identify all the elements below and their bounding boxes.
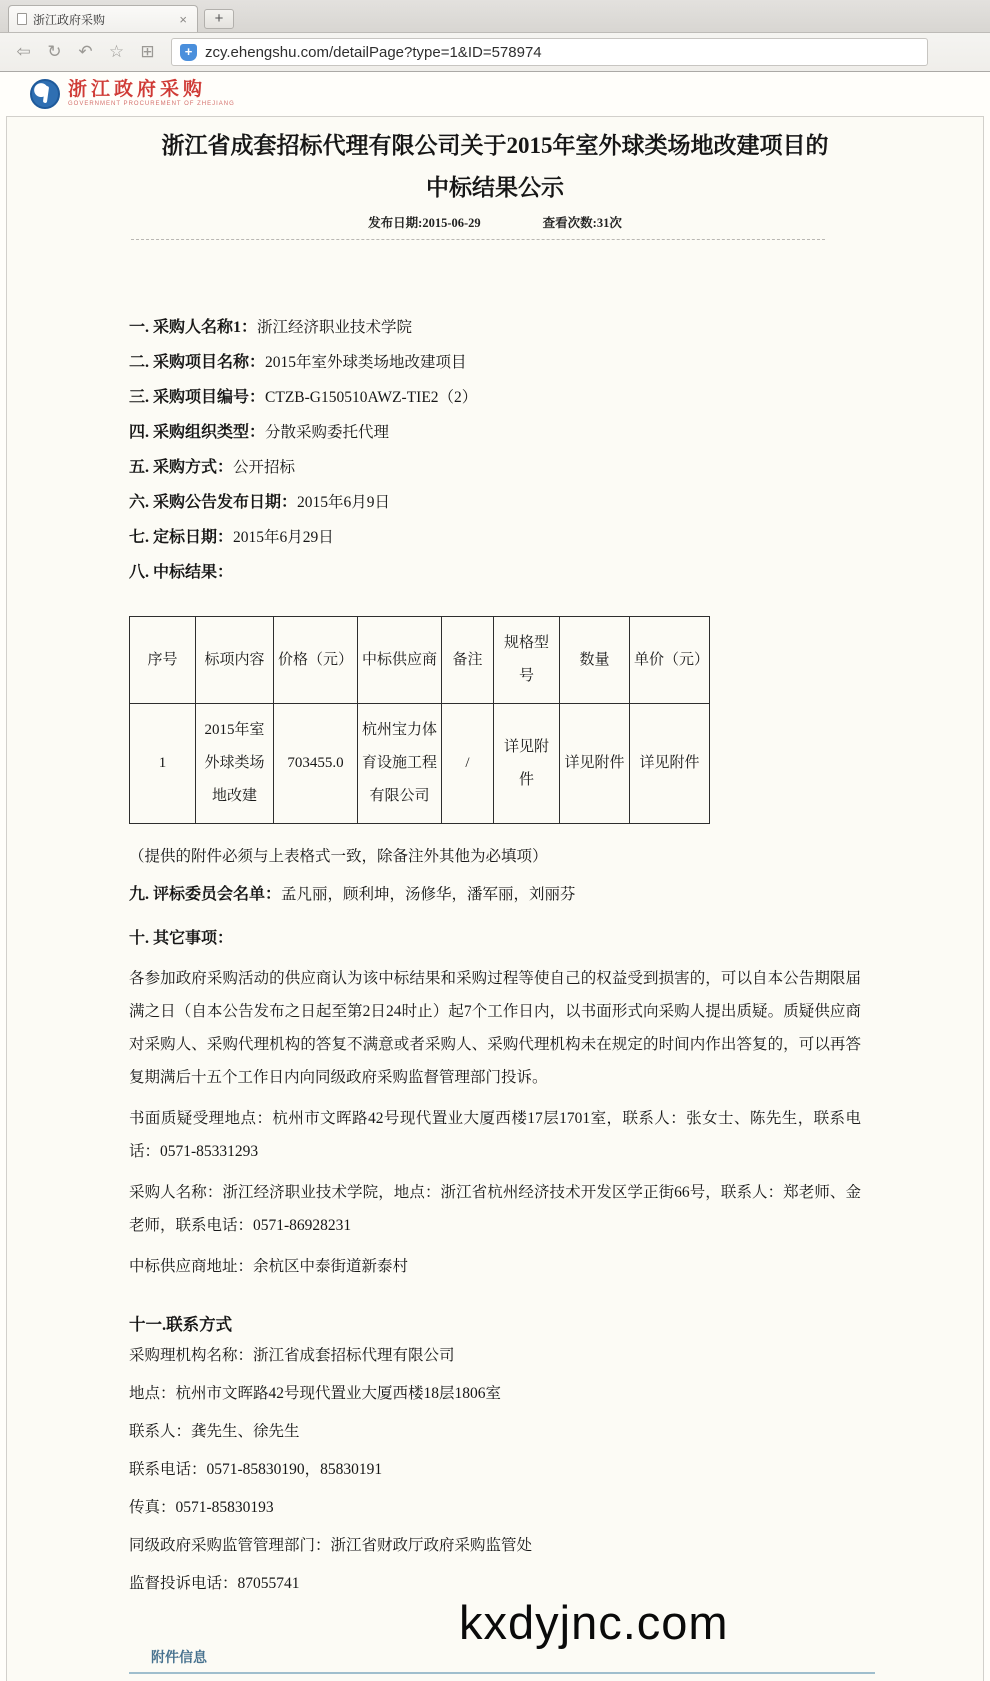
item-label: 三. 采购项目编号： (129, 389, 266, 406)
item-value: CTZB-G150510AWZ-TIE2（2） (265, 389, 478, 406)
contact-line: 地点：杭州市文晖路42号现代置业大厦西楼18层1806室 (129, 1385, 502, 1402)
page-title (129, 125, 861, 209)
item-label: 二. 采购项目名称： (129, 354, 266, 371)
attachment-footer (129, 1596, 861, 1681)
section-11-label: 十一.联系方式 (129, 1315, 233, 1334)
item-value: 2015年室外球类场地改建项目 (265, 354, 467, 371)
browser-toolbar (0, 33, 990, 72)
attachment-info-label: 附件信息 (151, 1651, 207, 1666)
list-item (129, 555, 861, 590)
info-list (129, 310, 861, 590)
site-shield-icon: + (180, 44, 197, 61)
cell-unit-price: 详见附件 (630, 704, 710, 824)
attachment-divider (129, 1672, 875, 1674)
col-header: 备注 (442, 617, 494, 704)
item-label: 六. 采购公告发布日期： (129, 494, 298, 511)
meta-row (129, 213, 861, 231)
item-value: 分散采购委托代理 (265, 424, 390, 441)
list-item (129, 450, 861, 485)
site-logo-icon (30, 79, 60, 109)
site-logo-text: 浙江政府采购 (68, 79, 207, 100)
cell-seq: 1 (130, 704, 196, 824)
site-header (0, 72, 990, 116)
list-item (129, 485, 861, 520)
paragraph-dispute: 各参加政府采购活动的供应商认为该中标结果和采购过程等使自己的权益受到损害的，可以自本公告期限届满之日（自本公告发布之日起至第2日24时止）起7个工作日内，以书面形式向采购人提出质疑。质疑供应商对采购人、采购代理机构的答复不满意或者采购人、采购代理机构未在规定的时间内作出答复的，可以再答复期满后十五个工作日内向同级政府采购监督管理部门投诉。 (129, 970, 861, 1086)
col-header: 中标供应商 (358, 617, 442, 704)
section-10 (129, 924, 861, 954)
item-label: 一. 采购人名称1： (129, 319, 258, 336)
announcement-document (6, 116, 984, 1681)
paragraph-query-address: 书面质疑受理地点：杭州市文晖路42号现代置业大厦西楼17层1701室，联系人：张女士、陈先生，联系电话：0571-85331293 (129, 1110, 861, 1160)
item-label: 四. 采购组织类型： (129, 424, 266, 441)
item-label: 八. 中标结果： (129, 564, 234, 581)
publish-date: 发布日期:2015-06-29 (368, 216, 481, 230)
undo-icon[interactable]: ↶ (78, 42, 93, 62)
tab-title: 浙江政府采购 (33, 12, 106, 27)
cell-remark: / (442, 704, 494, 824)
item-value: 公开招标 (233, 459, 296, 476)
table-header-row (130, 617, 710, 704)
title-line-1: 浙江省成套招标代理有限公司关于2015年室外球类场地改建项目的 (161, 133, 829, 158)
new-tab-button[interactable]: + (204, 9, 234, 29)
col-header: 标项内容 (196, 617, 274, 704)
contact-line: 传真：0571-85830193 (129, 1499, 274, 1516)
item-value: 2015年6月29日 (233, 529, 334, 546)
cell-supplier: 杭州宝力体育设施工程有限公司 (358, 704, 442, 824)
contact-line: 监督投诉电话：87055741 (129, 1575, 300, 1592)
url-text[interactable]: zcy.ehengshu.com/detailPage?type=1&ID=578974 (205, 43, 542, 61)
site-logo-subtext: GOVERNMENT PROCUREMENT OF ZHEJIANG (68, 101, 235, 107)
title-line-2: 中标结果公示 (426, 175, 564, 200)
dashed-divider (131, 239, 825, 240)
col-header: 价格（元） (274, 617, 358, 704)
attachment-section (129, 1647, 875, 1674)
bid-result-table (129, 616, 710, 824)
contact-line: 采购理机构名称：浙江省成套招标代理有限公司 (129, 1347, 455, 1364)
item-label: 五. 采购方式： (129, 459, 234, 476)
refresh-icon[interactable]: ↻ (47, 42, 62, 62)
item-value: 2015年6月9日 (297, 494, 391, 511)
view-count: 查看次数:31次 (542, 216, 622, 230)
col-header: 序号 (130, 617, 196, 704)
cell-price: 703455.0 (274, 704, 358, 824)
section-10-label: 十. 其它事项： (129, 930, 234, 947)
bookmark-star-icon[interactable]: ☆ (108, 42, 125, 62)
col-header: 规格型号 (494, 617, 560, 704)
address-bar[interactable] (171, 38, 928, 66)
list-item (129, 520, 861, 555)
list-item (129, 380, 861, 415)
item-label: 七. 定标日期： (129, 529, 234, 546)
section-9 (129, 880, 861, 910)
cell-item: 2015年室外球类场地改建 (196, 704, 274, 824)
contact-line: 联系人：龚先生、徐先生 (129, 1423, 300, 1440)
tab-bar (0, 0, 990, 33)
list-item (129, 310, 861, 345)
watermark-text: kxdyjnc.com (459, 1596, 729, 1649)
list-item (129, 415, 861, 450)
contact-line: 同级政府采购监管管理部门：浙江省财政厅政府采购监管处 (129, 1537, 533, 1554)
back-icon[interactable]: ⇦ (16, 42, 31, 62)
item-value: 浙江经济职业技术学院 (257, 319, 413, 336)
tab-close-icon[interactable]: × (179, 11, 187, 27)
paragraph-supplier-address: 中标供应商地址：余杭区中泰街道新泰村 (129, 1258, 409, 1275)
section-9-value: 孟凡丽，顾利坤，汤修华，潘军丽，刘丽芬 (281, 886, 576, 903)
col-header: 单价（元） (630, 617, 710, 704)
browser-tab[interactable] (8, 5, 198, 32)
page-icon (17, 13, 27, 25)
cell-spec: 详见附件 (494, 704, 560, 824)
paragraph-purchaser: 采购人名称：浙江经济职业技术学院，地点：浙江省杭州经济技术开发区学正街66号，联系人：郑老师、金老师，联系电话：0571-86928231 (129, 1184, 861, 1234)
apps-grid-icon[interactable]: ⊞ (140, 42, 155, 62)
list-item (129, 345, 861, 380)
cell-qty: 详见附件 (560, 704, 630, 824)
section-9-label: 九. 评标委员会名单： (129, 886, 282, 903)
table-row (130, 704, 710, 824)
table-note: （提供的附件必须与上表格式一致，除备注外其他为必填项） (129, 848, 548, 865)
col-header: 数量 (560, 617, 630, 704)
contact-line: 联系电话：0571-85830190，85830191 (129, 1461, 383, 1478)
